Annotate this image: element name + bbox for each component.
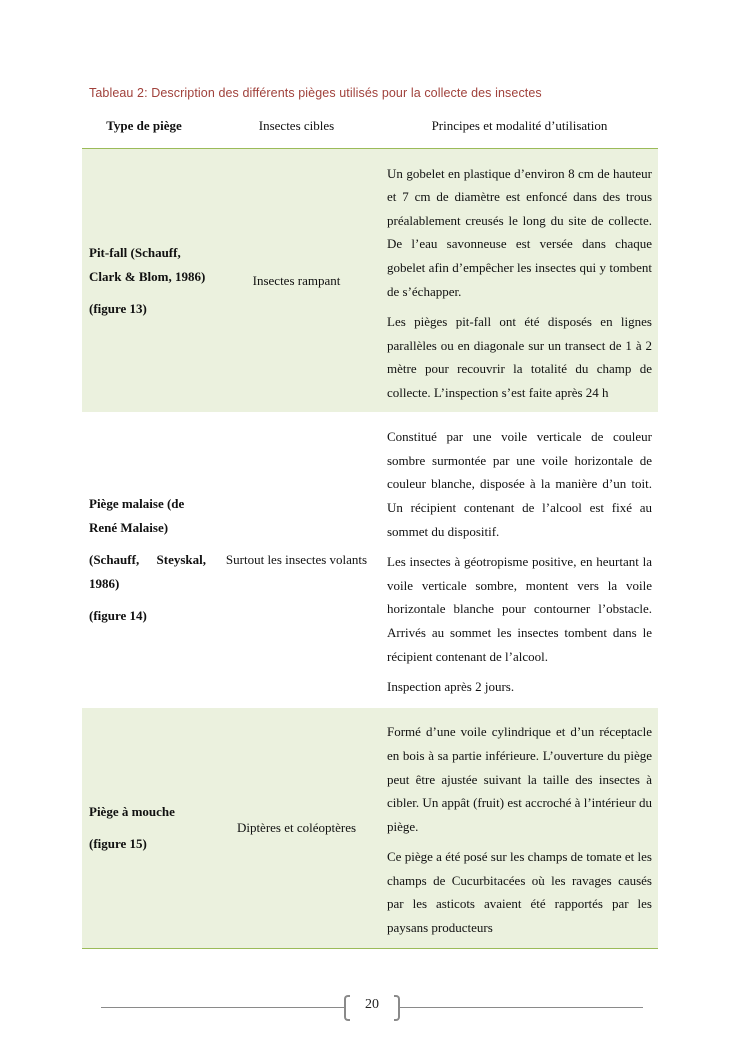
table-caption: Tableau 2: Description des différents pièges utilisés pour la collecte des insectes	[89, 86, 542, 100]
figure-reference: (figure 14)	[89, 608, 147, 623]
left-bracket-icon	[344, 995, 350, 1021]
principle-paragraph: Formé d’une voile cylindrique et d’un réceptacle en bois à sa partie inférieure. L’ouverture du piège peut être ajustée suivant la taille des insectes à cibler. Un appât (fruit) est accroché à l’intérieur du piège.	[387, 724, 652, 834]
principle-paragraph: Ce piège a été posé sur les champs de tomate et les champs de Cucurbitacées où les ravages causés par les asticots avaient été rapportés par les paysans producteurs	[387, 849, 652, 936]
trap-type-cell	[82, 708, 212, 949]
right-bracket-icon	[394, 995, 400, 1021]
footer-rule-left	[101, 1007, 344, 1008]
principle-cell	[381, 412, 658, 708]
trap-type-cell	[82, 149, 212, 413]
target-insects-cell: Diptères et coléoptères	[212, 708, 381, 949]
principle-paragraph: Inspection après 2 jours.	[387, 679, 515, 695]
traps-table	[82, 104, 658, 949]
principle-cell	[381, 149, 658, 413]
principle-cell	[381, 708, 658, 949]
trap-name: Piège à mouche	[89, 804, 175, 819]
header-principles: Principes et modalité d’utilisation	[381, 104, 658, 149]
principle-paragraph: Un gobelet en plastique d’environ 8 cm de hauteur et 7 cm de diamètre est enfoncé dans des trous préalablement creusés le long du site de collecte. De l’eau savonneuse est versée dans chaque gobelet afin d’empêcher les insectes qui y tombent de s’échapper.	[387, 165, 652, 299]
figure-reference: (figure 15)	[89, 836, 147, 851]
trap-name: Pit-fall (Schauff, Clark & Blom, 1986)	[89, 244, 206, 284]
trap-type-cell	[82, 412, 212, 708]
table-header	[82, 104, 658, 149]
target-insects-cell: Insectes rampant	[212, 149, 381, 413]
principle-paragraph: Constitué par une voile verticale de couleur sombre surmontée par une voile horizontale de couleur blanche, disposée à la manière d’un toit. Un récipient contenant de l’alcool est fixé au sommet du dispositif.	[387, 429, 652, 539]
table-row	[82, 149, 658, 413]
table-row	[82, 708, 658, 949]
page-number: 20	[365, 997, 379, 1012]
principle-paragraph: Les insectes à géotropisme positive, en heurtant la voile verticale sombre, montent vers la voile horizontale blanche pour contourner l’obstacle. Arrivés au sommet les insectes tombent dans le récipient contenant de l’alcool.	[387, 554, 652, 664]
target-insects-cell: Surtout les insectes volants	[225, 552, 368, 567]
footer-rule-right	[400, 1007, 643, 1008]
principle-paragraph: Les pièges pit-fall ont été disposés en lignes parallèles ou en diagonale sur un transect de 1 à 2 mètre pour recouvrir la totalité du champ de collecte. L’inspection s’est faite après 24 h	[387, 314, 652, 400]
table-row	[82, 412, 658, 708]
header-row	[82, 104, 658, 149]
author-reference: (Schauff, Steyskal, 1986)	[89, 552, 206, 591]
trap-name: Piège malaise (de René Malaise)	[89, 496, 185, 535]
header-target-insects: Insectes cibles	[212, 104, 381, 149]
figure-reference: (figure 13)	[89, 300, 147, 316]
header-trap-type: Type de piège	[82, 104, 212, 149]
